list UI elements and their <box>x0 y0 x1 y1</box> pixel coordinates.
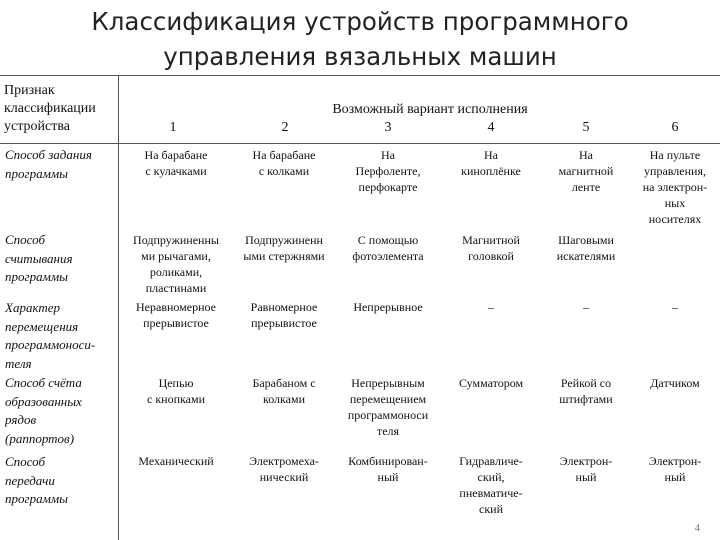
table-cell: Электромеха- нический <box>249 454 319 484</box>
table-cell: Шаговыми искателями <box>556 233 616 263</box>
row-label: Способ передачи программы <box>5 454 68 506</box>
slide-title-line-1: Классификация устройств программного <box>91 7 629 36</box>
table-cell: – <box>672 300 678 314</box>
table-cell: С помощью фотоэлемента <box>352 233 424 263</box>
table-cell: Комбинирован- ный <box>348 454 428 484</box>
table-cell: На киноплёнке <box>461 148 521 178</box>
table-top-border <box>0 75 720 76</box>
column-number: 6 <box>671 120 679 135</box>
table-cell: Непрерывным перемещением программоноси теля <box>347 376 429 438</box>
table-cell: Неравномерное прерывистое <box>136 300 216 330</box>
table-cell: На барабане с колками <box>252 148 316 178</box>
header-row-label: Признак классификации устройства <box>4 83 96 134</box>
table-cell: – <box>583 300 589 314</box>
table-cell: Электрон- ный <box>559 454 613 484</box>
page-number: 4 <box>694 522 700 534</box>
table-cell: Гидравличе- ский, пневматиче- ский <box>459 454 523 516</box>
table-cell: Подпружиненны ми рычагами, роликами, пластинами <box>133 233 219 295</box>
table-cell: На Перфоленте, перфокарте <box>355 148 421 194</box>
row-label: Характер перемещения программоноси- теля <box>5 300 96 371</box>
header-bottom-border <box>0 143 720 144</box>
table-cell: Непрерывное <box>353 300 423 314</box>
slide-title-line-2: управления вязальных машин <box>163 42 557 71</box>
table-cell: На барабане с кулачками <box>144 148 208 178</box>
table-cell: Рейкой со штифтами <box>559 376 613 406</box>
table-cell: Механический <box>138 454 214 468</box>
column-number: 4 <box>487 120 495 135</box>
row-label: Способ считывания программы <box>5 232 73 284</box>
table-cell: Подпружиненн ыми стержнями <box>243 233 325 263</box>
column-number: 5 <box>582 120 590 135</box>
row-label: Способ задания программы <box>5 147 92 181</box>
table-cell: На магнитной ленте <box>558 148 614 194</box>
table-cell: Равномерное прерывистое <box>250 300 318 330</box>
header-group-label: Возможный вариант исполнения <box>332 102 528 117</box>
table-cell: Магнитной головкой <box>462 233 520 263</box>
table-cell: Барабаном с колками <box>252 376 316 406</box>
table-cell: Сумматором <box>458 376 524 390</box>
column-number: 3 <box>384 120 392 135</box>
row-label: Способ счёта образованных рядов (раппортов) <box>5 375 82 446</box>
column-number: 1 <box>169 120 177 135</box>
table-cell: Датчиком <box>650 376 700 390</box>
label-column-border <box>118 75 119 540</box>
table-cell: – <box>488 300 494 314</box>
column-number: 2 <box>281 120 289 135</box>
table-cell: Электрон- ный <box>648 454 702 484</box>
table-cell: Цепью с кнопками <box>147 376 205 406</box>
table-cell: На пульте управления, на электрон- ных носителях <box>642 148 708 226</box>
